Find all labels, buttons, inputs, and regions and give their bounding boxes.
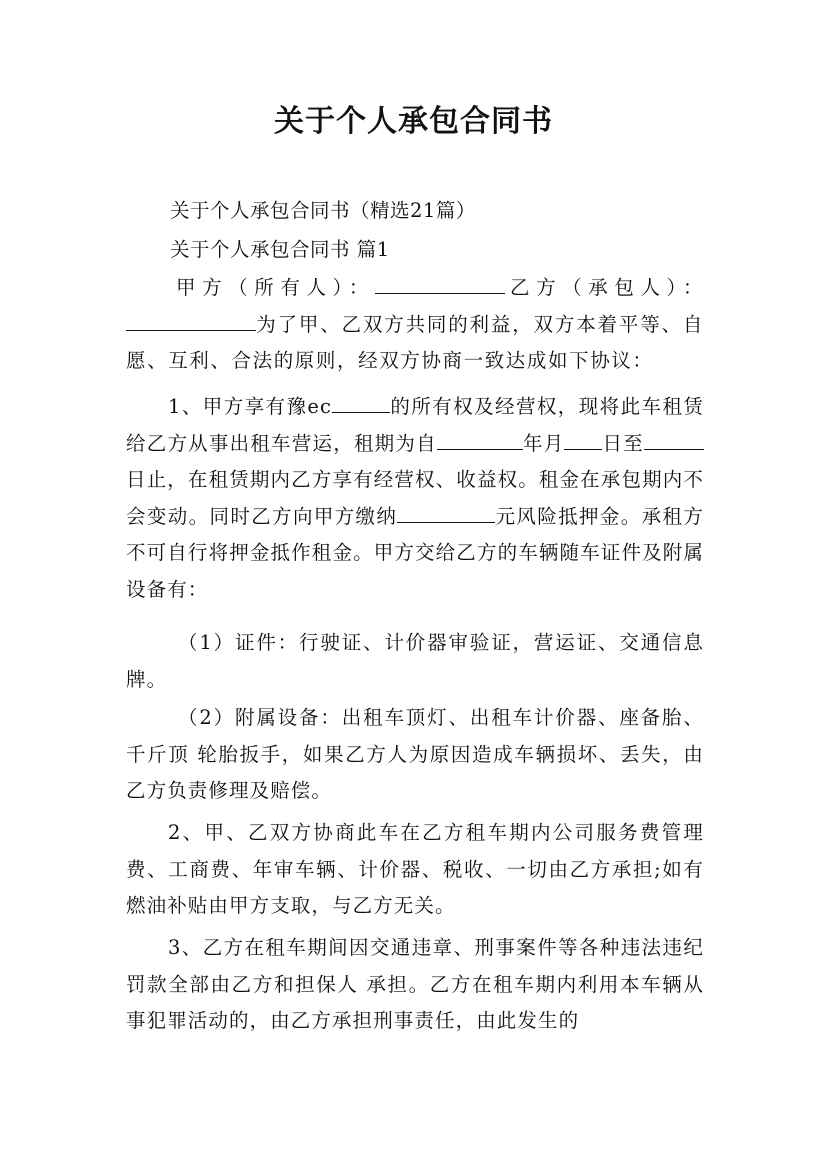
blank-line	[644, 429, 704, 450]
certificates-item: （1）证件：行驶证、计价器审验证，营运证、交通信息牌。	[126, 631, 704, 691]
party-a-label: 甲方（所有人）：	[176, 276, 375, 299]
section-line: 关于个人承包合同书 篇1	[170, 238, 390, 261]
clause-1-text: 日止，在租赁期内乙方享有经营权、收益权。租金在承包期内不会变动。同时乙方向甲方缴纳	[126, 468, 704, 528]
clause-1-text: 的所有权及经营权，现将此车租赁给乙方从事出租车营运，租期为自	[126, 395, 704, 455]
clause-1-text: 年月	[522, 431, 565, 455]
heading-line: 关于个人承包合同书（精选21篇）	[170, 199, 476, 222]
clause-1-text: 日至	[602, 431, 644, 455]
blank-line	[437, 429, 523, 450]
clause-1	[126, 389, 704, 608]
parties-paragraph	[126, 270, 704, 380]
equipment-item: （2）附属设备：出租车顶灯、出租车计价器、座备胎、千斤顶 轮胎扳手，如果乙方人为原因造成车辆损坏、丢失，由乙方负责修理及赔偿。	[126, 706, 704, 802]
clause-2: 2、甲、乙双方协商此车在乙方租车期内公司服务费管理费、工商费、年审车辆、计价器、税收、一切由乙方承担;如有燃油补贴由甲方支取，与乙方无关。	[126, 821, 704, 917]
blank-line	[126, 310, 256, 331]
blank-line	[375, 273, 505, 294]
parties-text: 为了甲、乙双方共同的利益，双方本着平等、自愿、互利、合法的原则，经双方协商一致达成如下协议：	[126, 312, 704, 372]
blank-line	[332, 392, 390, 413]
clause-1-text: 元风险抵押金。承租方不可自行将押金抵作租金。甲方交给乙方的车辆随车证件及附属设备有：	[126, 504, 704, 601]
blank-line	[564, 429, 602, 450]
clause-3: 3、乙方在租车期间因交通违章、刑事案件等各种违法违纪罚款全部由乙方和担保人 承担。乙方在租车期内利用本车辆从事犯罪活动的，由乙方承担刑事责任，由此发生的	[126, 936, 704, 1032]
blank-line	[397, 502, 495, 523]
party-b-label: 乙方（承包人）：	[505, 276, 704, 299]
clause-1-text: 1、甲方享有豫ec	[168, 395, 333, 418]
document-title: 关于个人承包合同书	[274, 104, 553, 139]
